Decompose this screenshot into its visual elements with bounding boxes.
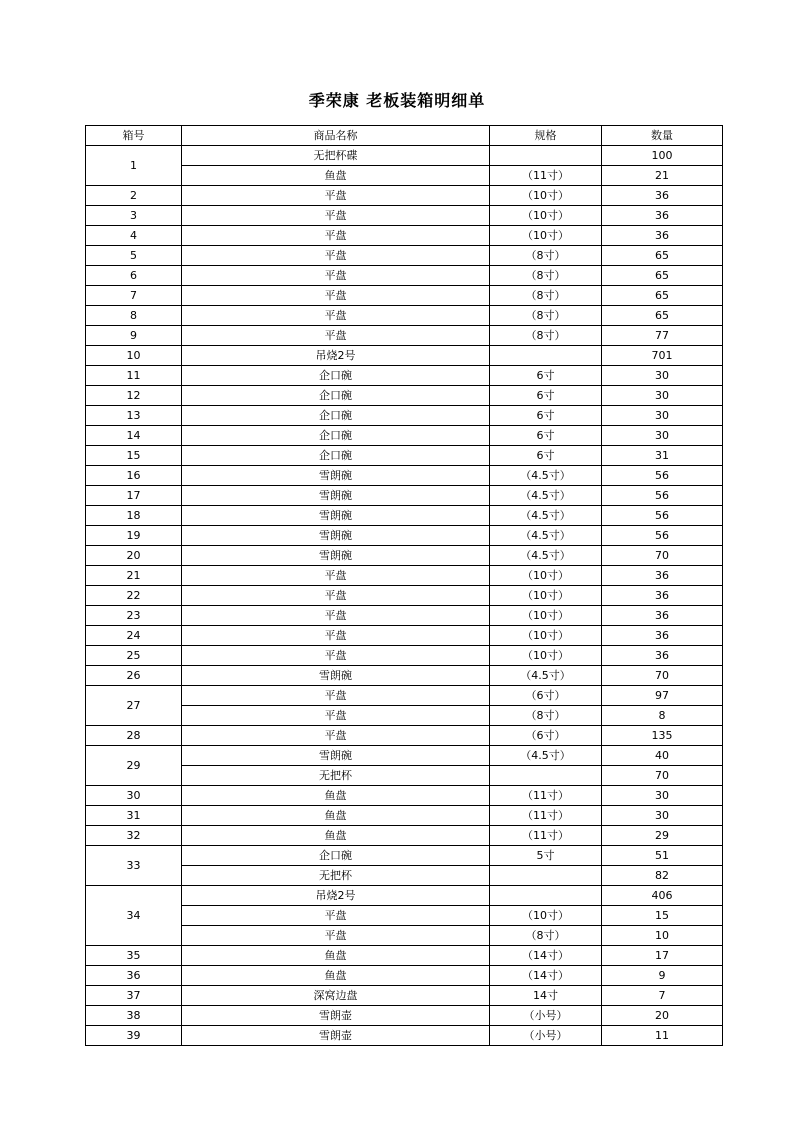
quantity-cell: 70 <box>602 766 723 786</box>
box-number-cell: 38 <box>86 1006 182 1026</box>
spec-cell: （14寸） <box>490 966 602 986</box>
table-row <box>86 926 723 946</box>
table-row <box>86 726 723 746</box>
spec-cell: （8寸） <box>490 246 602 266</box>
table-row <box>86 566 723 586</box>
box-number-cell: 32 <box>86 826 182 846</box>
header-item-name: 商品名称 <box>182 126 490 146</box>
item-name-cell: 鱼盘 <box>182 806 490 826</box>
box-number-cell: 22 <box>86 586 182 606</box>
spec-cell: （10寸） <box>490 626 602 646</box>
table-row <box>86 766 723 786</box>
spec-cell: （6寸） <box>490 686 602 706</box>
quantity-cell: 40 <box>602 746 723 766</box>
quantity-cell: 36 <box>602 626 723 646</box>
quantity-cell: 20 <box>602 1006 723 1026</box>
quantity-cell: 21 <box>602 166 723 186</box>
quantity-cell: 36 <box>602 186 723 206</box>
table-row <box>86 246 723 266</box>
table-row <box>86 506 723 526</box>
box-number-cell: 17 <box>86 486 182 506</box>
table-row <box>86 866 723 886</box>
table-row <box>86 846 723 866</box>
box-number-cell: 28 <box>86 726 182 746</box>
box-number-cell: 14 <box>86 426 182 446</box>
item-name-cell: 企口碗 <box>182 366 490 386</box>
spec-cell: 14寸 <box>490 986 602 1006</box>
spec-cell: 6寸 <box>490 426 602 446</box>
box-number-cell: 7 <box>86 286 182 306</box>
table-body <box>86 146 723 1046</box>
quantity-cell: 65 <box>602 266 723 286</box>
table-row <box>86 186 723 206</box>
item-name-cell: 平盘 <box>182 226 490 246</box>
item-name-cell: 深窝边盘 <box>182 986 490 1006</box>
spec-cell <box>490 146 602 166</box>
box-number-cell: 30 <box>86 786 182 806</box>
box-number-cell: 26 <box>86 666 182 686</box>
quantity-cell: 10 <box>602 926 723 946</box>
item-name-cell: 平盘 <box>182 566 490 586</box>
spec-cell: 6寸 <box>490 386 602 406</box>
spec-cell: （6寸） <box>490 726 602 746</box>
spec-cell: （10寸） <box>490 906 602 926</box>
spec-cell: （10寸） <box>490 226 602 246</box>
table-row <box>86 1026 723 1046</box>
quantity-cell: 56 <box>602 506 723 526</box>
header-box-no: 箱号 <box>86 126 182 146</box>
spec-cell: （小号） <box>490 1026 602 1046</box>
quantity-cell: 65 <box>602 246 723 266</box>
item-name-cell: 雪朗碗 <box>182 486 490 506</box>
box-number-cell: 24 <box>86 626 182 646</box>
quantity-cell: 8 <box>602 706 723 726</box>
spec-cell: （4.5寸） <box>490 546 602 566</box>
table-row <box>86 966 723 986</box>
box-number-cell: 19 <box>86 526 182 546</box>
table-row <box>86 586 723 606</box>
quantity-cell: 56 <box>602 526 723 546</box>
quantity-cell: 70 <box>602 546 723 566</box>
table-row <box>86 166 723 186</box>
spec-cell: （10寸） <box>490 206 602 226</box>
quantity-cell: 30 <box>602 426 723 446</box>
quantity-cell: 65 <box>602 286 723 306</box>
table-row <box>86 206 723 226</box>
box-number-cell: 3 <box>86 206 182 226</box>
quantity-cell: 36 <box>602 206 723 226</box>
item-name-cell: 企口碗 <box>182 406 490 426</box>
table-row <box>86 266 723 286</box>
spec-cell: （10寸） <box>490 586 602 606</box>
item-name-cell: 吊烧2号 <box>182 886 490 906</box>
box-number-cell: 35 <box>86 946 182 966</box>
spec-cell: （8寸） <box>490 706 602 726</box>
table-row <box>86 806 723 826</box>
quantity-cell: 30 <box>602 366 723 386</box>
table-row <box>86 366 723 386</box>
item-name-cell: 平盘 <box>182 286 490 306</box>
page-title: 季荣康 老板装箱明细单 <box>308 91 486 110</box>
quantity-cell: 82 <box>602 866 723 886</box>
spec-cell: （11寸） <box>490 166 602 186</box>
table-row <box>86 306 723 326</box>
spec-cell: 6寸 <box>490 446 602 466</box>
quantity-cell: 30 <box>602 406 723 426</box>
item-name-cell: 平盘 <box>182 646 490 666</box>
spec-cell: （8寸） <box>490 926 602 946</box>
quantity-cell: 65 <box>602 306 723 326</box>
table-row <box>86 486 723 506</box>
item-name-cell: 企口碗 <box>182 426 490 446</box>
spec-cell: （10寸） <box>490 606 602 626</box>
spec-cell: （8寸） <box>490 286 602 306</box>
quantity-cell: 36 <box>602 606 723 626</box>
item-name-cell: 企口碗 <box>182 386 490 406</box>
item-name-cell: 平盘 <box>182 326 490 346</box>
header-spec: 规格 <box>490 126 602 146</box>
table-row <box>86 906 723 926</box>
item-name-cell: 雪朗碗 <box>182 526 490 546</box>
table-row <box>86 686 723 706</box>
spec-cell: （4.5寸） <box>490 486 602 506</box>
box-number-cell: 20 <box>86 546 182 566</box>
box-number-cell: 25 <box>86 646 182 666</box>
table-row <box>86 666 723 686</box>
header-row <box>86 126 723 146</box>
quantity-cell: 70 <box>602 666 723 686</box>
spec-cell <box>490 886 602 906</box>
box-number-cell: 39 <box>86 1026 182 1046</box>
item-name-cell: 鱼盘 <box>182 166 490 186</box>
item-name-cell: 雪朗碗 <box>182 506 490 526</box>
table-row <box>86 326 723 346</box>
table-row <box>86 146 723 166</box>
spec-cell: （10寸） <box>490 566 602 586</box>
quantity-cell: 31 <box>602 446 723 466</box>
item-name-cell: 平盘 <box>182 266 490 286</box>
spec-cell: 5寸 <box>490 846 602 866</box>
box-number-cell: 13 <box>86 406 182 426</box>
box-number-cell: 15 <box>86 446 182 466</box>
item-name-cell: 平盘 <box>182 926 490 946</box>
spec-cell: （4.5寸） <box>490 466 602 486</box>
spec-cell: 6寸 <box>490 366 602 386</box>
box-number-cell: 21 <box>86 566 182 586</box>
table-row <box>86 386 723 406</box>
table-row <box>86 646 723 666</box>
item-name-cell: 雪朗碗 <box>182 666 490 686</box>
spec-cell: （4.5寸） <box>490 506 602 526</box>
quantity-cell: 36 <box>602 646 723 666</box>
table-row <box>86 626 723 646</box>
box-number-cell: 9 <box>86 326 182 346</box>
quantity-cell: 135 <box>602 726 723 746</box>
box-number-cell: 10 <box>86 346 182 366</box>
spec-cell <box>490 866 602 886</box>
quantity-cell: 36 <box>602 566 723 586</box>
spec-cell <box>490 766 602 786</box>
item-name-cell: 平盘 <box>182 906 490 926</box>
item-name-cell: 鱼盘 <box>182 946 490 966</box>
item-name-cell: 平盘 <box>182 306 490 326</box>
spec-cell: 6寸 <box>490 406 602 426</box>
box-number-cell: 2 <box>86 186 182 206</box>
item-name-cell: 平盘 <box>182 206 490 226</box>
item-name-cell: 鱼盘 <box>182 826 490 846</box>
quantity-cell: 15 <box>602 906 723 926</box>
table-row <box>86 466 723 486</box>
quantity-cell: 51 <box>602 846 723 866</box>
table-row <box>86 446 723 466</box>
quantity-cell: 36 <box>602 586 723 606</box>
spec-cell: （4.5寸） <box>490 666 602 686</box>
spec-cell: （4.5寸） <box>490 526 602 546</box>
box-number-cell: 16 <box>86 466 182 486</box>
item-name-cell: 平盘 <box>182 626 490 646</box>
table-row <box>86 526 723 546</box>
item-name-cell: 无把杯 <box>182 866 490 886</box>
item-name-cell: 鱼盘 <box>182 966 490 986</box>
spec-cell: （11寸） <box>490 826 602 846</box>
table-row <box>86 746 723 766</box>
spec-cell: （8寸） <box>490 306 602 326</box>
box-number-cell: 29 <box>86 746 182 786</box>
quantity-cell: 30 <box>602 386 723 406</box>
item-name-cell: 平盘 <box>182 246 490 266</box>
box-number-cell: 18 <box>86 506 182 526</box>
item-name-cell: 企口碗 <box>182 846 490 866</box>
item-name-cell: 雪朗碗 <box>182 746 490 766</box>
item-name-cell: 平盘 <box>182 186 490 206</box>
spec-cell: （4.5寸） <box>490 746 602 766</box>
table-row <box>86 226 723 246</box>
item-name-cell: 雪朗碗 <box>182 466 490 486</box>
table-row <box>86 1006 723 1026</box>
quantity-cell: 406 <box>602 886 723 906</box>
box-number-cell: 1 <box>86 146 182 186</box>
quantity-cell: 97 <box>602 686 723 706</box>
box-number-cell: 8 <box>86 306 182 326</box>
quantity-cell: 56 <box>602 486 723 506</box>
item-name-cell: 平盘 <box>182 606 490 626</box>
box-number-cell: 12 <box>86 386 182 406</box>
item-name-cell: 鱼盘 <box>182 786 490 806</box>
table-row <box>86 346 723 366</box>
spec-cell: （11寸） <box>490 786 602 806</box>
table-row <box>86 786 723 806</box>
quantity-cell: 29 <box>602 826 723 846</box>
quantity-cell: 100 <box>602 146 723 166</box>
item-name-cell: 平盘 <box>182 726 490 746</box>
spec-cell: （10寸） <box>490 646 602 666</box>
item-name-cell: 平盘 <box>182 586 490 606</box>
box-number-cell: 5 <box>86 246 182 266</box>
spec-cell: （小号） <box>490 1006 602 1026</box>
table-row <box>86 946 723 966</box>
spec-cell <box>490 346 602 366</box>
quantity-cell: 17 <box>602 946 723 966</box>
table-row <box>86 706 723 726</box>
spec-cell: （8寸） <box>490 266 602 286</box>
table-row <box>86 546 723 566</box>
quantity-cell: 77 <box>602 326 723 346</box>
item-name-cell: 平盘 <box>182 706 490 726</box>
table-row <box>86 886 723 906</box>
quantity-cell: 7 <box>602 986 723 1006</box>
spec-cell: （10寸） <box>490 186 602 206</box>
quantity-cell: 9 <box>602 966 723 986</box>
spec-cell: （11寸） <box>490 806 602 826</box>
table-row <box>86 826 723 846</box>
box-number-cell: 23 <box>86 606 182 626</box>
quantity-cell: 56 <box>602 466 723 486</box>
spec-cell: （8寸） <box>490 326 602 346</box>
box-number-cell: 36 <box>86 966 182 986</box>
item-name-cell: 企口碗 <box>182 446 490 466</box>
spec-cell: （14寸） <box>490 946 602 966</box>
table-row <box>86 606 723 626</box>
box-number-cell: 4 <box>86 226 182 246</box>
item-name-cell: 雪朗壶 <box>182 1006 490 1026</box>
table-row <box>86 986 723 1006</box>
box-number-cell: 27 <box>86 686 182 726</box>
table-row <box>86 426 723 446</box>
quantity-cell: 701 <box>602 346 723 366</box>
item-name-cell: 吊烧2号 <box>182 346 490 366</box>
quantity-cell: 36 <box>602 226 723 246</box>
table-row <box>86 406 723 426</box>
item-name-cell: 雪朗碗 <box>182 546 490 566</box>
box-number-cell: 37 <box>86 986 182 1006</box>
box-number-cell: 6 <box>86 266 182 286</box>
item-name-cell: 雪朗壶 <box>182 1026 490 1046</box>
item-name-cell: 无把杯碟 <box>182 146 490 166</box>
packing-list-table <box>85 125 723 1046</box>
item-name-cell: 无把杯 <box>182 766 490 786</box>
quantity-cell: 30 <box>602 806 723 826</box>
header-quantity: 数量 <box>602 126 723 146</box>
quantity-cell: 30 <box>602 786 723 806</box>
item-name-cell: 平盘 <box>182 686 490 706</box>
box-number-cell: 34 <box>86 886 182 946</box>
box-number-cell: 11 <box>86 366 182 386</box>
table-row <box>86 286 723 306</box>
box-number-cell: 33 <box>86 846 182 886</box>
quantity-cell: 11 <box>602 1026 723 1046</box>
box-number-cell: 31 <box>86 806 182 826</box>
